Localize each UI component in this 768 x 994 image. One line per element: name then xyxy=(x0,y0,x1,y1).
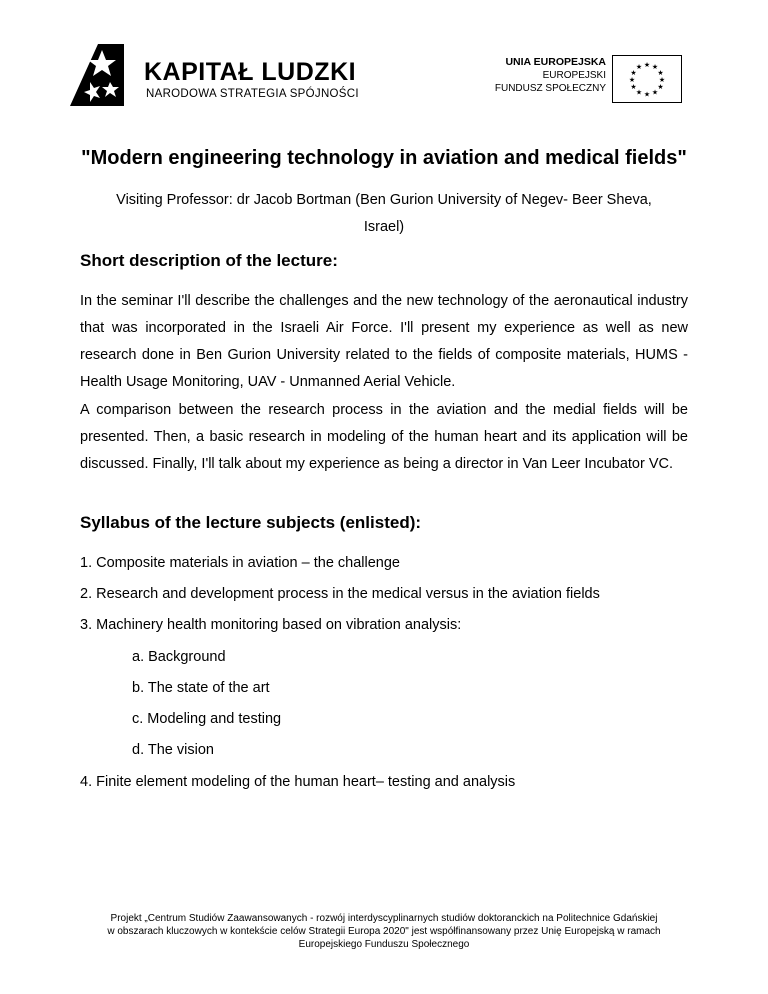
list-item: a. Background xyxy=(132,649,226,665)
footer-line-2: w obszarach kluczowych w kontekście celów Strategii Europa 2020" jest współfinansowany przez Unię Europejską w ramach xyxy=(107,926,661,937)
list-item: 3. Machinery health monitoring based on vibration analysis: xyxy=(80,617,462,633)
list-item: b. The state of the art xyxy=(132,680,270,696)
list-item: d. The vision xyxy=(132,742,214,758)
svg-text:★: ★ xyxy=(635,63,643,71)
footer-note xyxy=(40,912,728,951)
list-item: 1. Composite materials in aviation – the challenge xyxy=(80,555,400,571)
list-item: c. Modeling and testing xyxy=(132,711,282,727)
star-figure-logo-icon xyxy=(68,42,148,108)
eu-line-1: UNIA EUROPEJSKA xyxy=(505,56,606,68)
eu-line-3: FUNDUSZ SPOŁECZNY xyxy=(494,83,606,94)
eu-stars-flag-icon xyxy=(612,55,682,103)
svg-text:★: ★ xyxy=(635,88,643,97)
svg-text:★: ★ xyxy=(651,63,659,71)
eu-line-2: EUROPEJSKI xyxy=(542,70,606,81)
footer-line-3: Europejskiego Funduszu Społecznego xyxy=(298,939,470,950)
description-paragraph-1: In the seminar I'll describe the challenges and the new technology of the aeronautical industry that was incorporated in the Israeli Air Force. I'll present my experience as well as new research done in Ben Gurion University related to the fields of composite materials, HUMS - Health Usage Monitoring, UAV - Unmanned Aerial Vehicle. xyxy=(80,293,688,390)
kapital-ludzki-subtitle: NARODOWA STRATEGIA SPÓJNOŚCI xyxy=(146,88,359,100)
svg-text:★: ★ xyxy=(651,88,659,97)
short-description-heading: Short description of the lecture: xyxy=(80,251,338,270)
footer-line-1: Projekt „Centrum Studiów Zaawansowanych - rozwój interdyscyplinarnych studiów doktoranckich na Politechnice Gdańskiej xyxy=(110,913,658,924)
svg-text:★: ★ xyxy=(657,83,664,91)
kapital-ludzki-title: KAPITAŁ LUDZKI xyxy=(144,58,357,86)
svg-text:★: ★ xyxy=(643,90,651,99)
svg-text:★: ★ xyxy=(658,76,666,84)
svg-text:★: ★ xyxy=(630,69,637,77)
syllabus-heading: Syllabus of the lecture subjects (enlisted): xyxy=(80,513,422,532)
visiting-line-2: Israel) xyxy=(363,219,405,235)
visiting-line-1: Visiting Professor: dr Jacob Bortman (Ben Gurion University of Negev- Beer Sheva, xyxy=(116,192,652,208)
list-item: 4. Finite element modeling of the human heart– testing and analysis xyxy=(80,774,516,790)
list-item: 2. Research and development process in the medical versus in the aviation fields xyxy=(80,586,600,602)
document-title: "Modern engineering technology in aviation and medical fields" xyxy=(81,147,687,169)
visiting-professor xyxy=(80,187,688,241)
svg-text:★: ★ xyxy=(657,69,664,77)
svg-text:★: ★ xyxy=(643,61,651,69)
svg-text:★: ★ xyxy=(628,76,636,84)
eu-fund-label xyxy=(482,56,606,95)
description-paragraph-2: A comparison between the research process in the aviation and the medial fields will be presented. Then, a basic research in modeling of the human heart and its application will be discussed. Finally, I'll talk about my experience as being a director in Van Leer Incubator VC. xyxy=(80,402,688,472)
svg-text:★: ★ xyxy=(630,83,637,91)
